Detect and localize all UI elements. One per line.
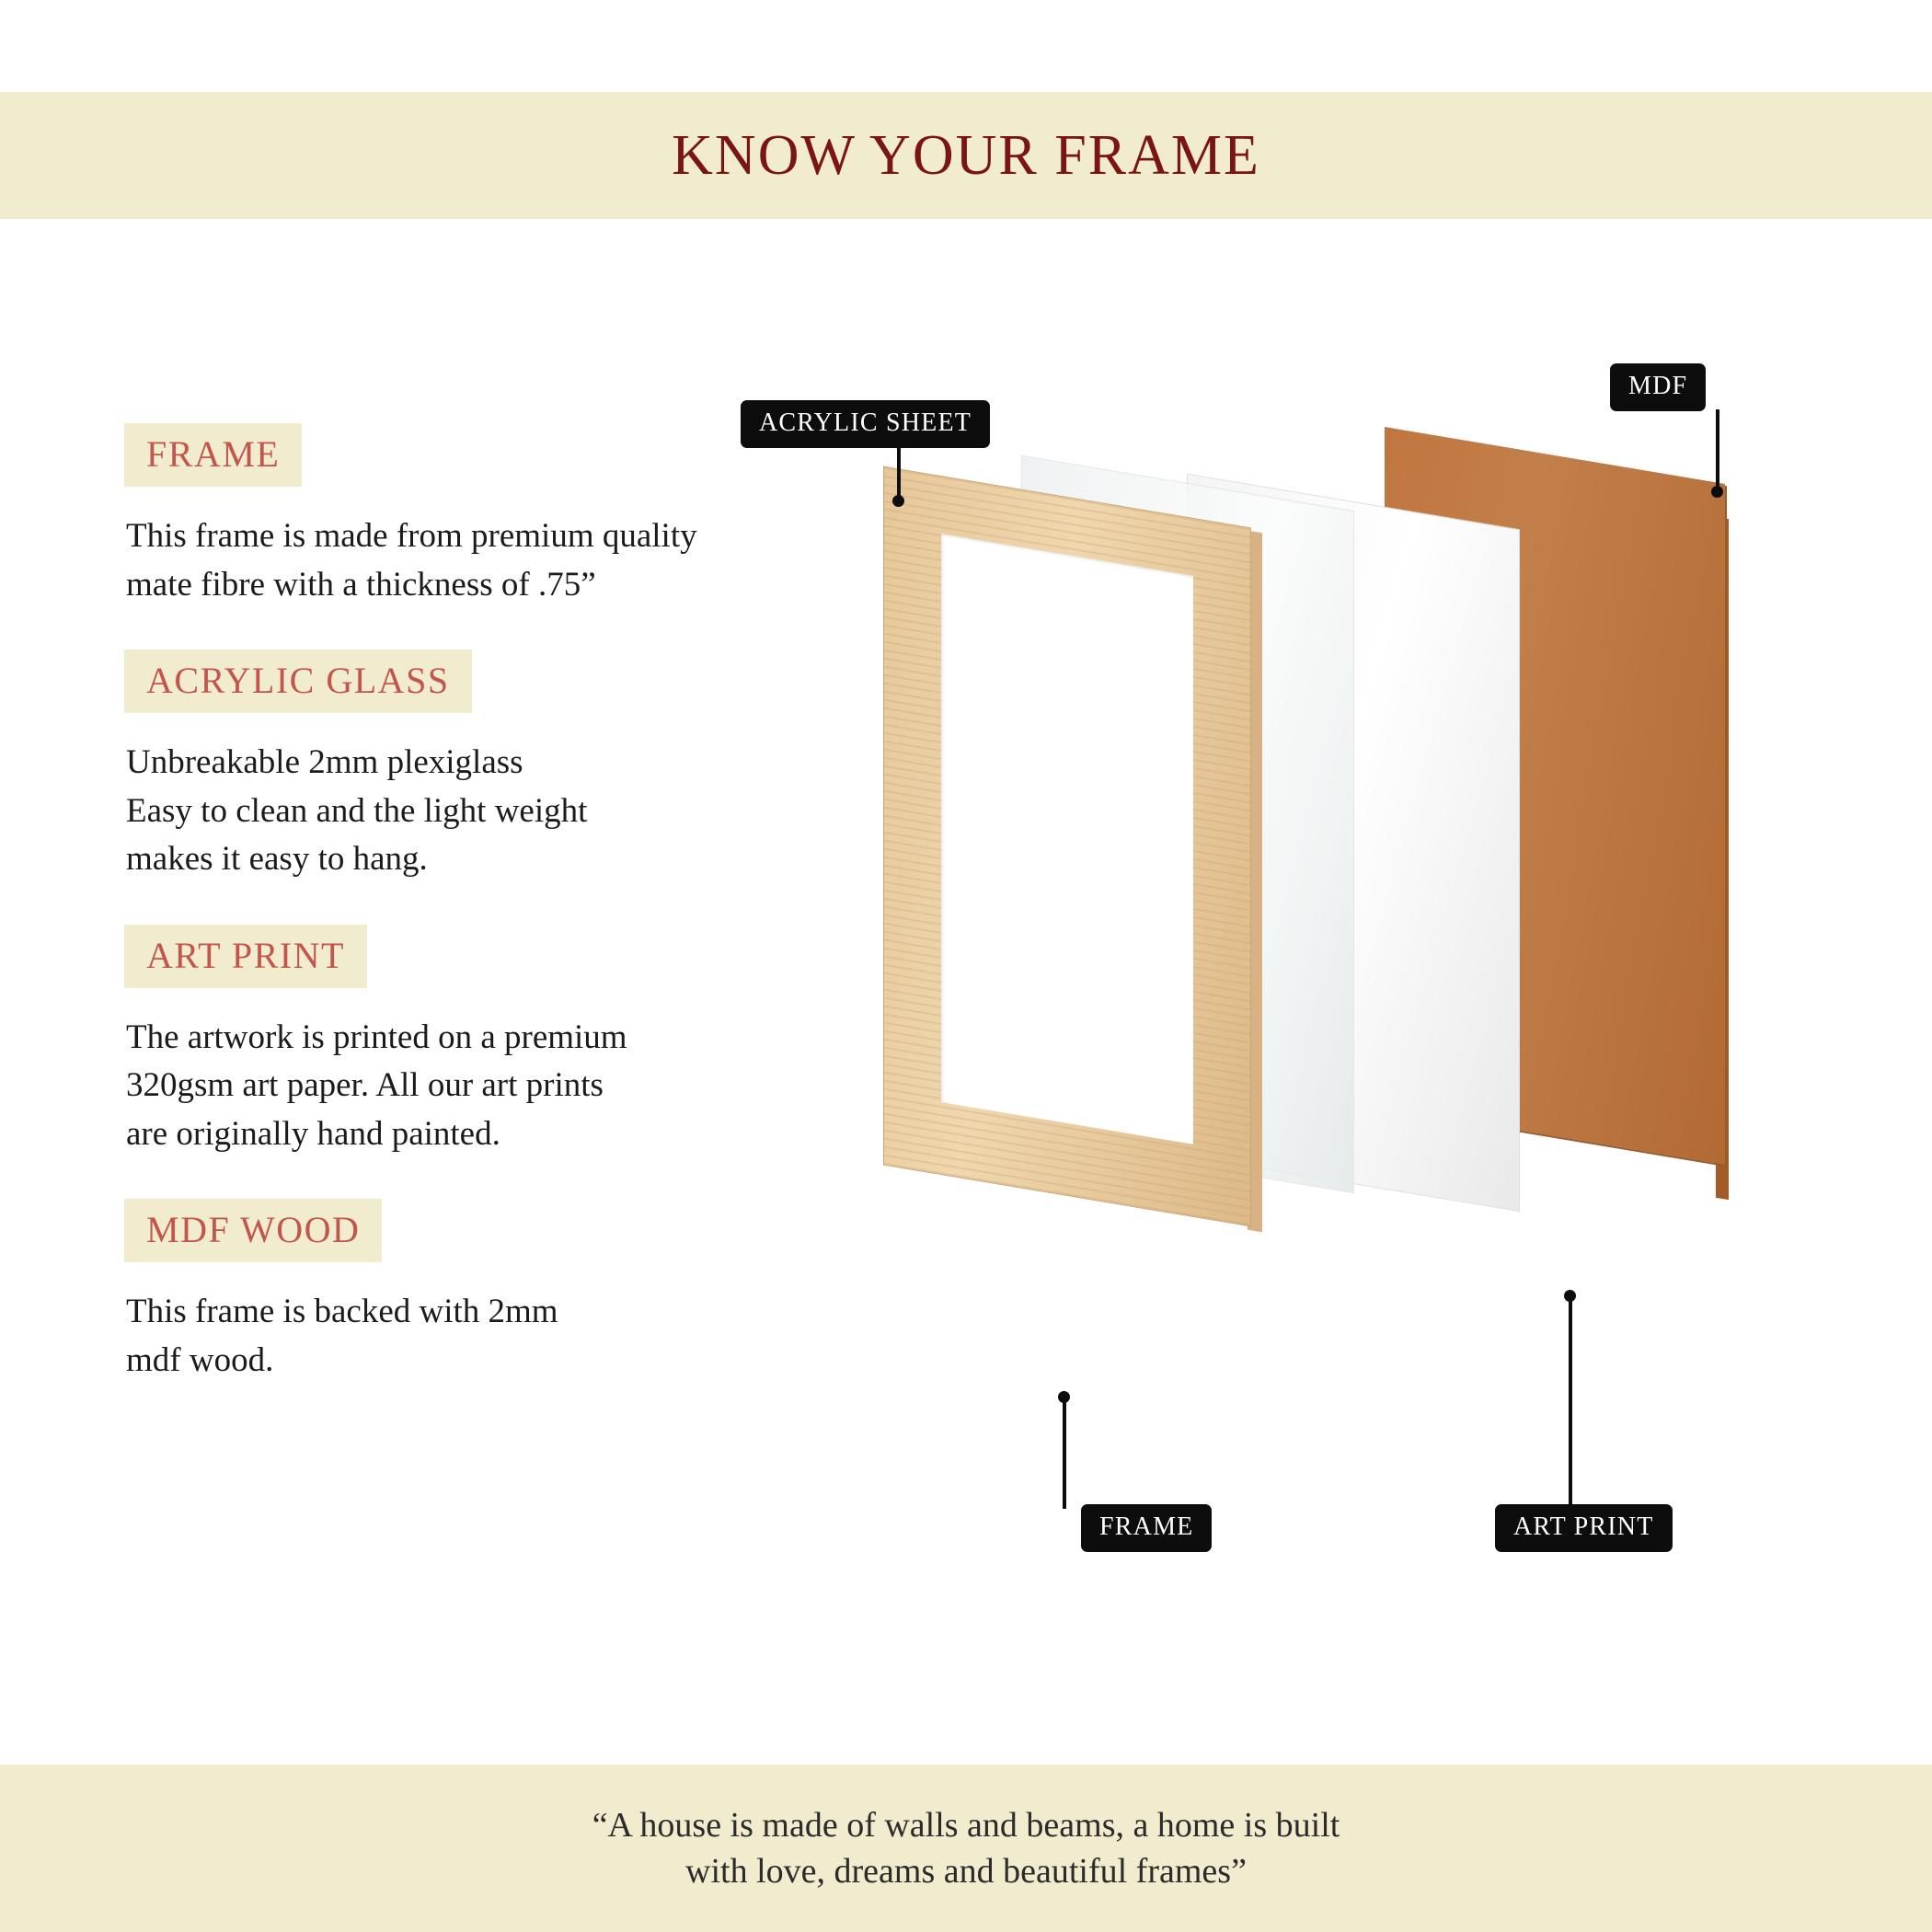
wood-frame-layer [883, 466, 1251, 1227]
footer-banner [0, 1765, 1932, 1932]
callout-acrylic-sheet: ACRYLIC SHEET [741, 400, 990, 448]
section-art-print [124, 925, 888, 1159]
exploded-frame-diagram [759, 372, 1858, 1582]
section-acrylic-glass [124, 650, 888, 884]
description-column [124, 423, 888, 1425]
section-line: mate fibre with a thickness of .75” [126, 565, 596, 604]
section-line: mdf wood. [126, 1340, 274, 1379]
callout-mdf: MDF [1610, 363, 1706, 411]
section-body-art-print [124, 1014, 888, 1159]
section-line: Easy to clean and the light weight [126, 791, 588, 830]
header-banner [0, 92, 1932, 219]
section-line: This frame is backed with 2mm [126, 1293, 558, 1331]
section-line: makes it easy to hang. [126, 840, 428, 879]
leader-line-art-print [1569, 1297, 1572, 1509]
section-heading-art-print: ART PRINT [124, 925, 367, 988]
section-body-mdf-wood [124, 1288, 888, 1385]
wood-frame-opening [941, 534, 1193, 1144]
leader-dot-acrylic-sheet [892, 495, 904, 507]
footer-quote-line-2: with love, dreams and beautiful frames” [685, 1852, 1247, 1891]
section-line: are originally hand painted. [126, 1114, 500, 1153]
section-line: The artwork is printed on a premium [126, 1018, 627, 1056]
section-line: 320gsm art paper. All our art prints [126, 1066, 604, 1105]
callout-art-print: ART PRINT [1495, 1504, 1673, 1552]
section-body-frame [124, 512, 888, 609]
section-line: This frame is made from premium quality [126, 517, 697, 555]
leader-dot-mdf [1711, 486, 1723, 498]
leader-dot-art-print [1564, 1290, 1576, 1302]
leader-line-frame [1063, 1398, 1066, 1509]
section-heading-mdf-wood: MDF WOOD [124, 1199, 382, 1262]
page-title: KNOW YOUR FRAME [672, 123, 1260, 187]
section-heading-acrylic-glass: ACRYLIC GLASS [124, 650, 472, 713]
footer-quote-line-1: “A house is made of walls and beams, a home is built [592, 1805, 1340, 1845]
section-heading-frame: FRAME [124, 423, 302, 487]
callout-frame: FRAME [1081, 1504, 1212, 1552]
section-mdf-wood [124, 1199, 888, 1385]
section-line: Unbreakable 2mm plexiglass [126, 743, 523, 782]
section-body-acrylic-glass [124, 739, 888, 884]
leader-line-mdf [1716, 409, 1719, 492]
leader-line-acrylic-sheet [897, 446, 901, 501]
section-frame [124, 423, 888, 609]
leader-dot-frame [1058, 1391, 1070, 1403]
